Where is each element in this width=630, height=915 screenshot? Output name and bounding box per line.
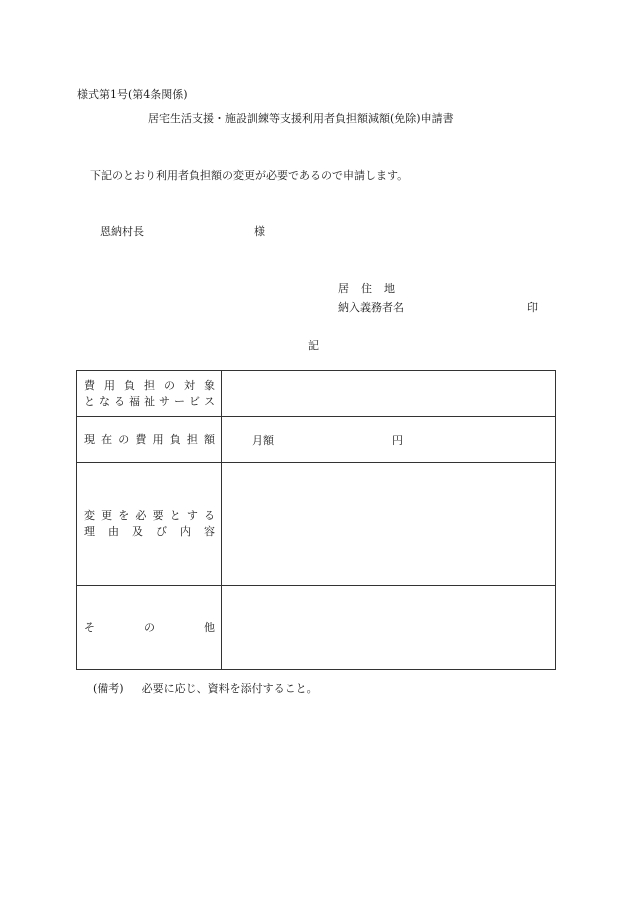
service-label-cell <box>77 371 222 417</box>
intro-statement: 下記のとおり利用者負担額の変更が必要であるので申請します。 <box>90 169 409 182</box>
service-value-cell[interactable] <box>222 371 556 417</box>
remarks <box>93 680 318 696</box>
monthly-label: 月額 <box>252 433 274 447</box>
current-amount-value-cell[interactable] <box>222 417 556 463</box>
reason-label-line1: 変 更 を 必 要 と す る <box>84 509 215 522</box>
table-row-other <box>77 586 556 670</box>
yen-label: 円 <box>392 433 403 447</box>
reason-label-cell <box>77 463 222 586</box>
service-label-line2: と な る 福 祉 サ ー ビ ス <box>84 394 215 408</box>
addressee-honorific: 様 <box>254 225 265 238</box>
addressee-name: 恩納村長 <box>100 225 144 238</box>
remarks-text: 必要に応じ、資料を添付すること。 <box>141 682 318 695</box>
payer-name-label: 納入義務者名 <box>338 301 404 314</box>
document-title: 居宅生活支援・施設訓練等支援利用者負担額減額(免除)申請書 <box>148 112 454 125</box>
reason-label-line2: 理 由 及 び 内 容 <box>84 525 215 538</box>
reason-value-cell[interactable] <box>222 463 556 586</box>
application-table <box>76 370 556 670</box>
form-number: 様式第1号(第4条関係) <box>77 88 188 101</box>
table-row-current-amount <box>77 417 556 463</box>
table-row-service <box>77 371 556 417</box>
ki-heading: 記 <box>308 339 319 352</box>
table-row-reason <box>77 463 556 586</box>
remarks-label: (備考) <box>93 682 124 695</box>
seal-mark: 印 <box>527 301 538 314</box>
current-amount-label: 現 在 の 費 用 負 担 額 <box>84 432 215 446</box>
other-label: そ の 他 <box>84 620 215 634</box>
service-label-line1: 費 用 負 担 の 対 象 <box>84 378 215 392</box>
current-amount-label-cell <box>77 417 222 463</box>
other-label-cell <box>77 586 222 670</box>
address-label: 居住地 <box>338 282 407 295</box>
other-value-cell[interactable] <box>222 586 556 670</box>
